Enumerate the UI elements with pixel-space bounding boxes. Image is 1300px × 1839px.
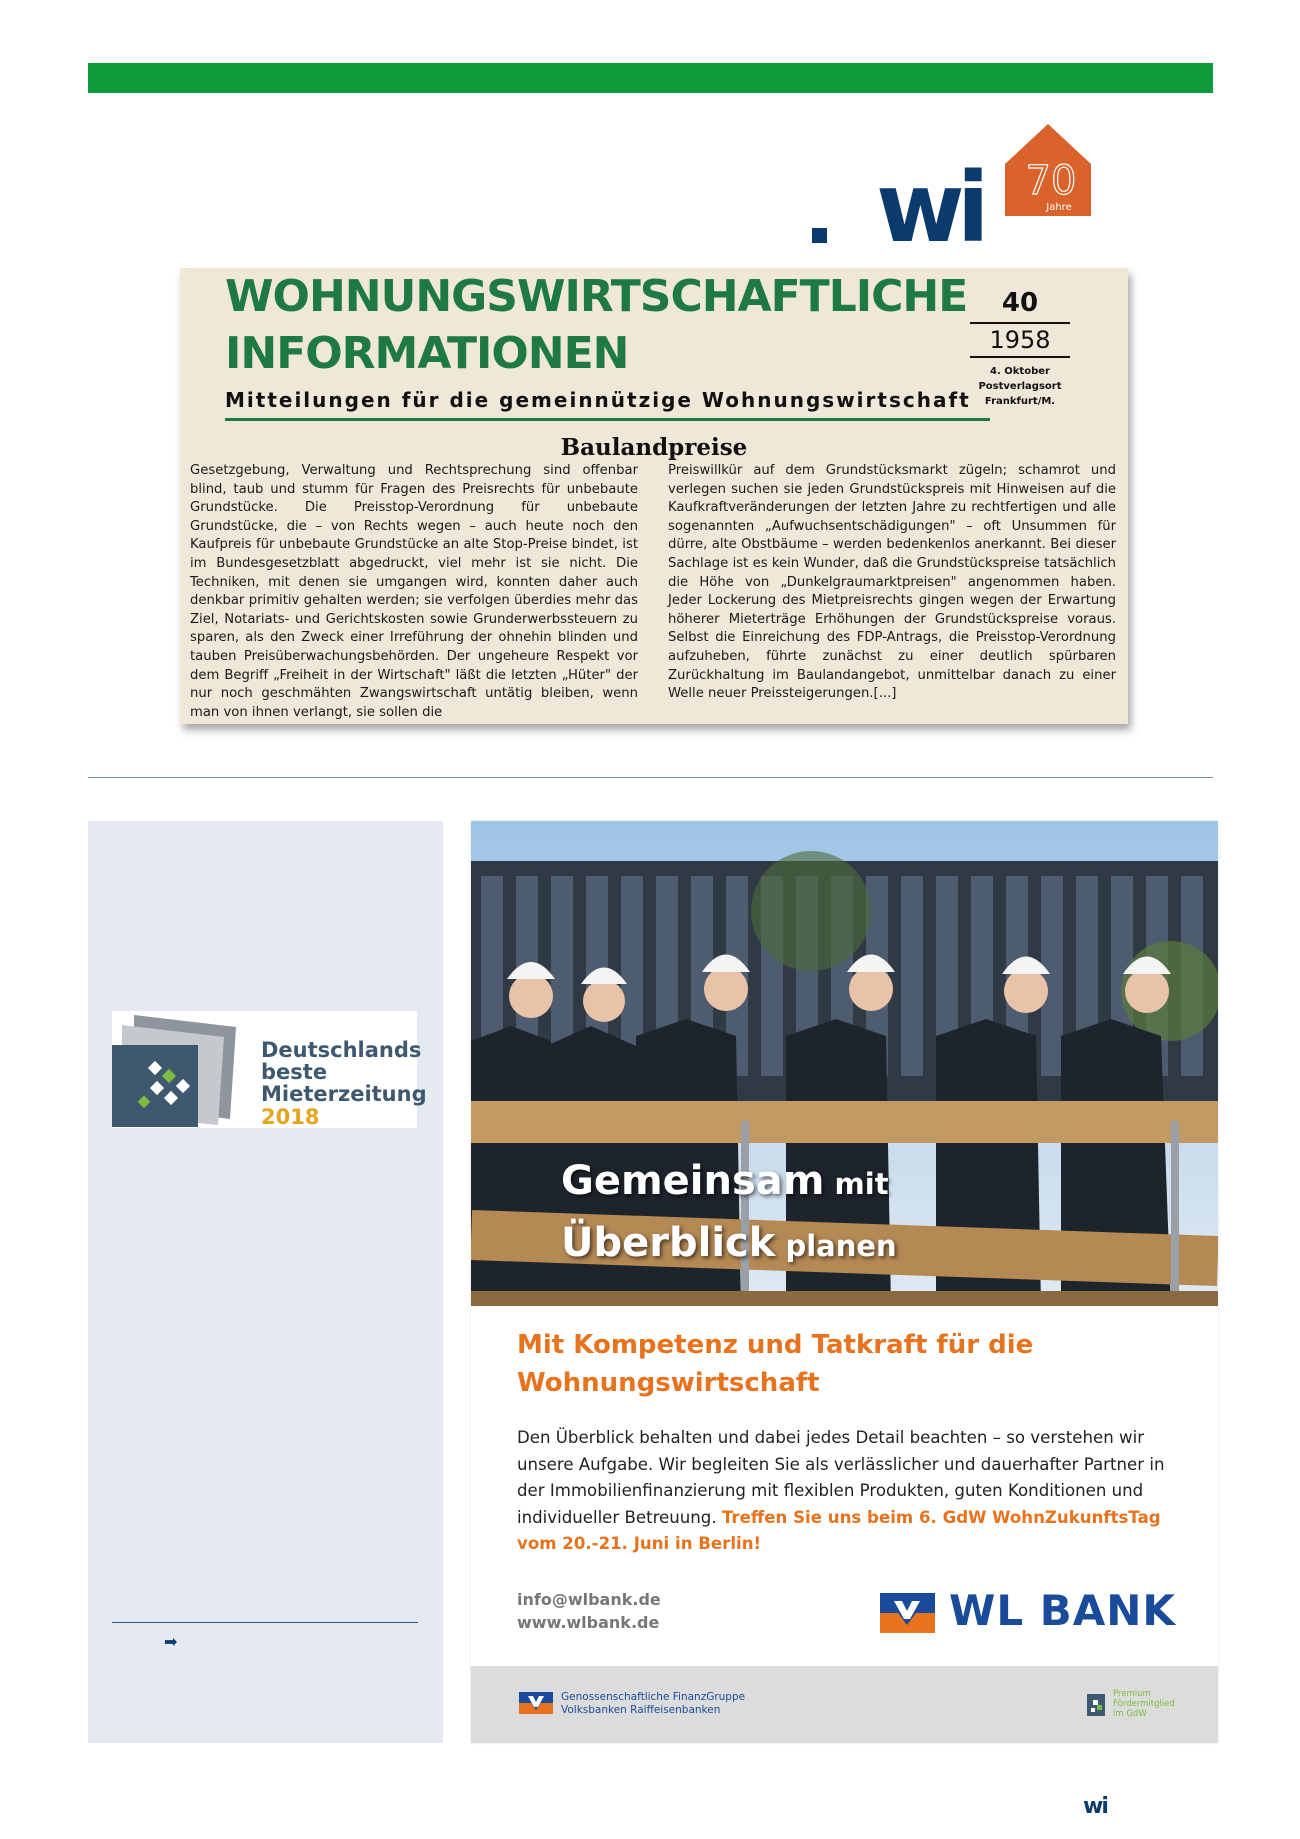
logo-dot [812,228,827,243]
advertisement [471,821,1218,1743]
ad-body-highlight: Treffen Sie uns beim 6. GdW WohnZukunftsTag vom 20.-21. Juni in Berlin! [517,1507,1161,1553]
footer-wi-logo: wi [1083,1794,1107,1819]
wi-logo: wi [876,152,982,264]
issue-box [970,288,1070,409]
article-column-1: Gesetzgebung, Verwaltung und Rechtsprechung sind offenbar blind, taub und stumm für Fragen des Preisrechts für unbebaute Grundstücke. Die Preisstop-Verordnung für unbebaute Grundstücke, die – von Rechts wegen – auch heute noch den Kaufpreis für unbebaute Grundstücke an alte Stop-Preise bindet, ist im Bundesgesetzblatt abgedruckt, viel mehr ist sie nicht. Die Techniken, mit denen sie umgangen wird, konnten daher auch denkbar primitiv gehalten werden; sie verfolgen überdies mehr das Ziel, Notariats- und Gerichtskosten sowie Grunderwerbssteuern zu sparen, als den Zweck einer Irreführung der ohnehin blinden und tauben Preisüberwachungsbehörden. Der ungeheure Respekt vor dem Begriff „Freiheit in der Wirtschaft" läßt die letzten „Hüter" der nur noch geschmähten Zwangswirtschaft untätig bleiben, wenn man von ihnen verlangt, sie sollen die [190,463,638,720]
left-sidebar-panel [88,821,443,1743]
ad-body-text: Den Überblick behalten und dabei jedes Detail beachten – so verstehen wir unsere Aufgabe. Wir begleiten Sie als verlässlicher und dauerhafter Partner in der Immobilienfinanzierung mit flexiblen Produkten, guten Konditionen und individueller Betreuung. [517,1428,1165,1527]
masthead-subtitle: Mitteilungen für die gemeinnützige Wohnungswirtschaft [225,388,971,412]
article-column-2: Preiswillkür auf dem Grundstücksmarkt zügeln; schamrot und verlegen suchen sie jeden Grundstückspreis mit Hinweisen auf die Kaufkraftveränderungen der letzten Jahre zu rechtfertigen und alle sogenannten „Aufwuchsentschädigungen" – oft Unsummen für dürre, alte Obstbäume – werden bedenkenlos anerkannt. Bei dieser Sachlage ist es kein Wunder, daß die Grundstückspreise tatsächlich die Höhe von „Dunkelgraumarktpreisen" angenommen haben. Jeder Lockerung des Mietpreisrechts gingen wegen der Erwartung höherer Mieterträge Erhöhungen der Grundstückspreise voraus. Selbst die Einreichung des FDP-Antrags, die Preisstop-Verordnung aufzuheben, führte zunächst zu einer deutlich spürbaren Zurückhaltung im Baulandangebot, unmittelbar danach zu einer Welle neuer Preissteigerungen.[...] [668,463,1116,702]
award-logo-icon [112,1015,252,1127]
wl-bank-logo-icon [880,1593,935,1633]
newspaper-clipping [180,268,1128,724]
issue-year: 1958 [970,322,1070,358]
issue-info: 4. Oktober Postverlagsort Frankfurt/M. [978,366,1062,407]
headline-word-4: planen [775,1229,897,1263]
award-badge [112,1011,427,1129]
ad-footer [471,1666,1218,1743]
masthead-title [225,268,1005,382]
gdw-member-icon [1087,1690,1109,1716]
issue-number: 40 [1001,288,1039,318]
volksbank-logo-icon [519,1692,553,1714]
arrow-right-icon[interactable]: ➡ [164,1634,178,1651]
ad-body [517,1425,1177,1558]
ad-title: Mit Kompetenz und Tatkraft für die Wohnungswirtschaft [517,1330,1034,1398]
gdw-member-text: Premium Fördermitglied im GdW [1113,1689,1175,1719]
panel-divider [112,1622,418,1623]
finanzgruppe-text: Genossenschaftliche FinanzGruppe Volksbanken Raiffeisenbanken [561,1691,746,1716]
award-text: Deutschlands beste Mieterzeitung [261,1038,427,1106]
headline-word-3: Überblick [561,1220,776,1266]
anniversary-label: Jahre [1046,202,1072,213]
anniversary-house-icon [1005,124,1091,216]
masthead-rule [225,418,990,421]
anniversary-number: 70 [1025,158,1077,204]
ad-headline [561,1154,897,1278]
top-accent-bar [88,63,1213,93]
masthead-title-line1: WOHNUNGSWIRTSCHAFTLICHE [225,271,968,322]
masthead-title-line2: INFORMATIONEN [225,328,629,379]
headline-word-1: Gemeinsam [561,1158,825,1204]
award-year: 2018 [261,1105,320,1129]
wl-bank-name: WL BANK [949,1586,1176,1635]
ad-contact[interactable]: info@wlbank.de www.wlbank.de [517,1590,661,1632]
section-divider [88,777,1213,778]
article-heading: Baulandpreise [560,434,748,461]
headline-word-2: mit [824,1167,889,1201]
